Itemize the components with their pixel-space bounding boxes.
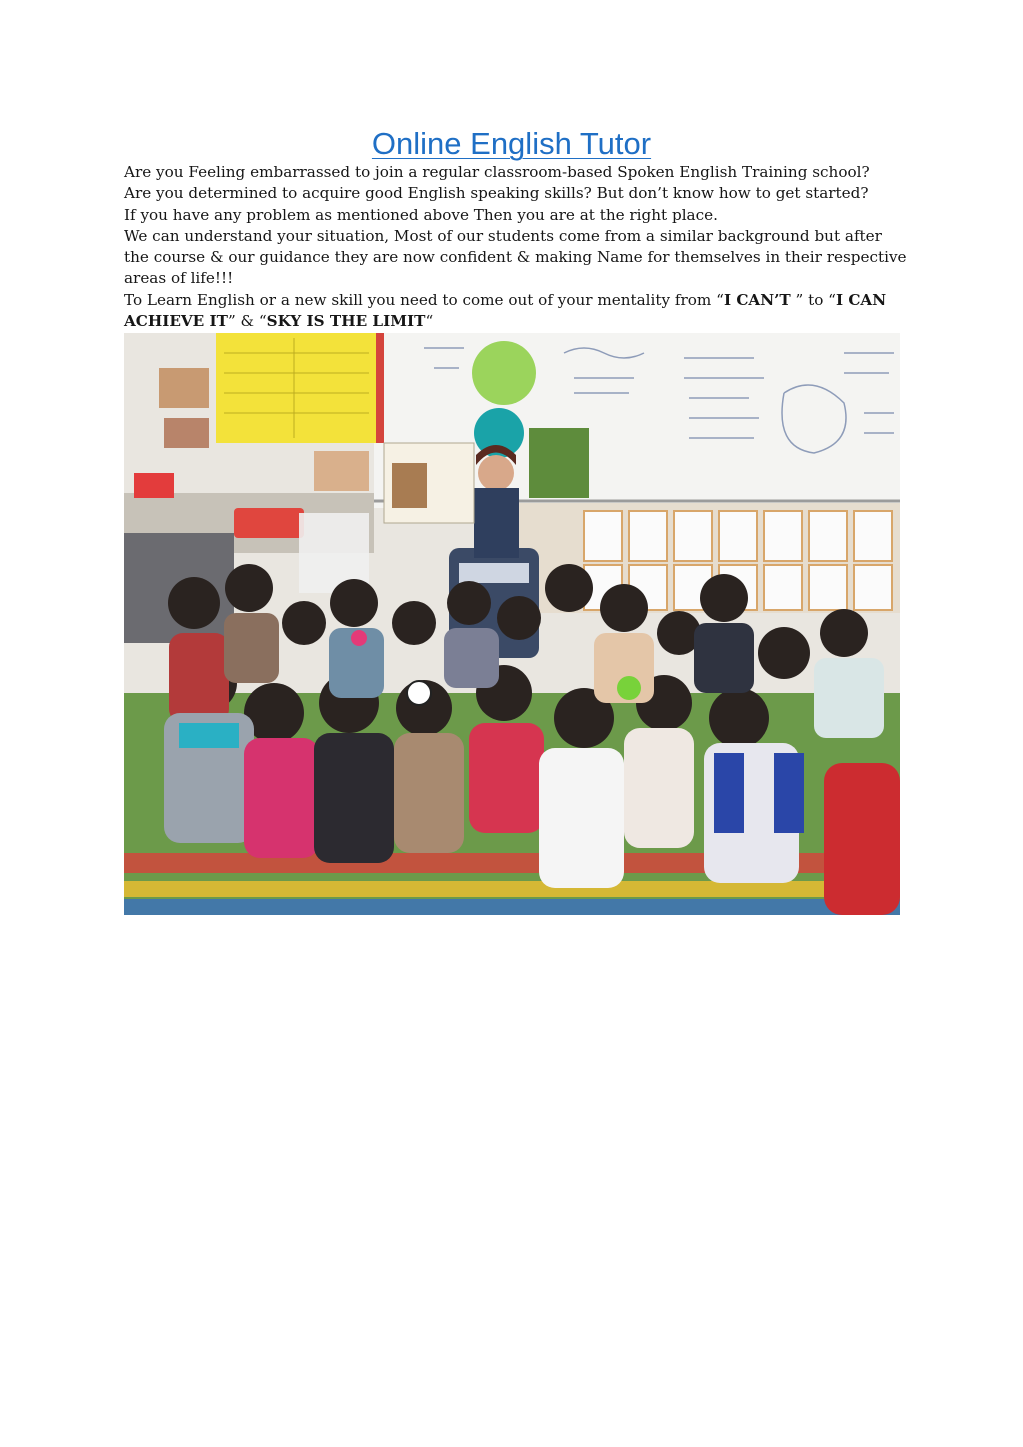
paragraph-5-line-2 [124,311,904,332]
paragraph-2: Are you determined to acquire good English speaking skills? But don’t know how to get started? [124,184,869,203]
paragraph-5-prefix: To Learn English or a new skill you need to come out of your mentality from “ [124,290,724,309]
yellow-chart [216,333,376,443]
green-word-circle [472,341,536,405]
paragraph-5-mid-2: ” & “ [227,312,267,331]
intro-text [124,162,907,332]
classroom-photo [124,333,900,915]
paragraph-5-mid-1: ” to “ [790,290,836,309]
paragraph-1: Are you Feeling embarrassed to join a regular classroom-based Spoken English Training school? [124,163,870,181]
phrase-sky-is-the-limit: SKY IS THE LIMIT [266,312,426,331]
phrase-i-cant: I CAN’T [723,290,791,309]
paragraph-4-line-3: areas of life!!! [124,269,234,288]
paragraph-3: If you have any problem as mentioned above Then you are at the right place. [124,205,718,224]
paragraph-5-line-1 [124,290,904,311]
phrase-achieve-it: ACHIEVE IT [124,312,228,331]
page-title: Online English Tutor [371,126,652,161]
classroom-illustration [124,333,900,915]
paragraph-4-line-1: We can understand your situation, Most of our students come from a similar background but after [124,226,882,245]
paragraph-4-line-2: the course & our guidance they are now confident & making Name for themselves in their respective [124,248,907,267]
phrase-i-can: I CAN [835,290,887,309]
paragraph-5-suffix: “ [425,312,434,331]
